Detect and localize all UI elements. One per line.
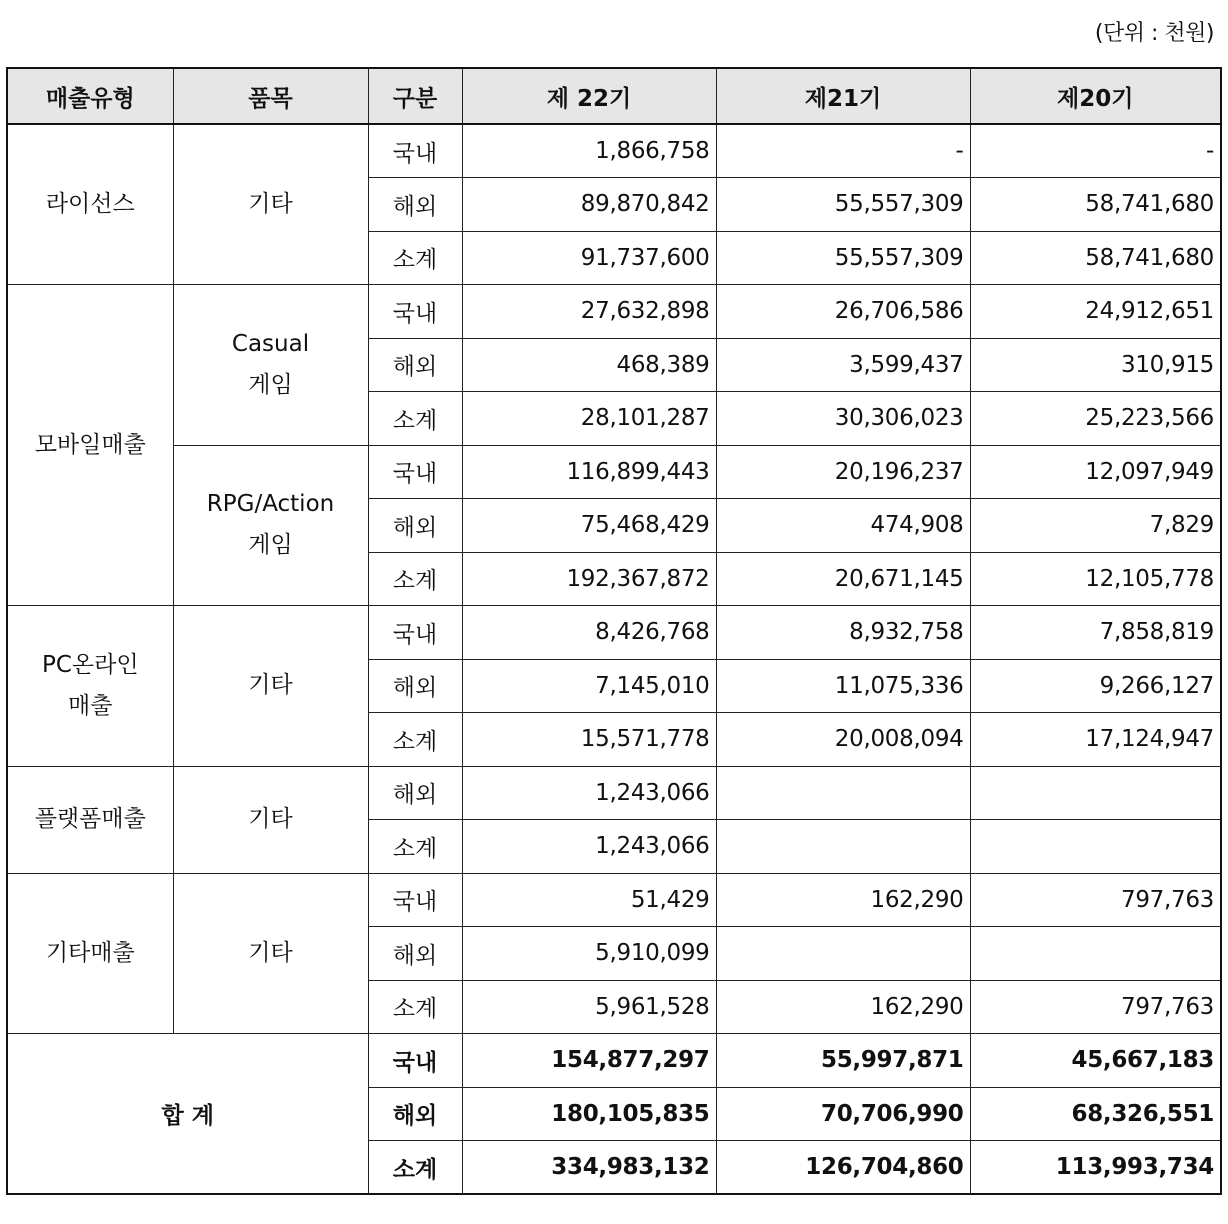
division-cell: 해외 bbox=[368, 338, 462, 392]
division-cell: 소계 bbox=[368, 552, 462, 606]
item-line: 게임 bbox=[248, 532, 293, 559]
value-cell-21: 20,008,094 bbox=[716, 713, 970, 767]
division-cell: 국내 bbox=[368, 1034, 462, 1088]
value-cell-21: - bbox=[716, 124, 970, 178]
total-value-20: 113,993,734 bbox=[970, 1141, 1221, 1195]
value-cell-21: 8,932,758 bbox=[716, 606, 970, 660]
total-value-22: 180,105,835 bbox=[462, 1087, 716, 1141]
header-period-20: 제20기 bbox=[970, 68, 1221, 124]
value-cell-21: 20,196,237 bbox=[716, 445, 970, 499]
value-cell-20: 58,741,680 bbox=[970, 178, 1221, 232]
division-cell: 소계 bbox=[368, 980, 462, 1034]
value-cell-21: 162,290 bbox=[716, 873, 970, 927]
sales-type-cell: 라이선스 bbox=[7, 124, 173, 285]
sales-type-line: PC온라인 bbox=[41, 651, 139, 678]
item-cell: 기타 bbox=[173, 606, 368, 767]
item-line: RPG/Action bbox=[206, 491, 335, 518]
value-cell-22: 28,101,287 bbox=[462, 392, 716, 446]
sales-type-cell: 모바일매출 bbox=[7, 285, 173, 606]
header-row bbox=[7, 68, 1221, 124]
value-cell-20: - bbox=[970, 124, 1221, 178]
value-cell-21: 474,908 bbox=[716, 499, 970, 553]
value-cell-20 bbox=[970, 927, 1221, 981]
header-item: 품목 bbox=[173, 68, 368, 124]
division-cell: 소계 bbox=[368, 713, 462, 767]
division-cell: 해외 bbox=[368, 927, 462, 981]
table-row bbox=[7, 606, 1221, 660]
value-cell-22: 8,426,768 bbox=[462, 606, 716, 660]
sales-type-cell: 플랫폼매출 bbox=[7, 766, 173, 873]
value-cell-21: 11,075,336 bbox=[716, 659, 970, 713]
value-cell-22: 1,243,066 bbox=[462, 820, 716, 874]
value-cell-22: 5,961,528 bbox=[462, 980, 716, 1034]
value-cell-21 bbox=[716, 820, 970, 874]
item-cell: 기타 bbox=[173, 766, 368, 873]
value-cell-20: 310,915 bbox=[970, 338, 1221, 392]
division-cell: 소계 bbox=[368, 820, 462, 874]
header-period-21: 제21기 bbox=[716, 68, 970, 124]
value-cell-20: 797,763 bbox=[970, 980, 1221, 1034]
value-cell-22: 91,737,600 bbox=[462, 231, 716, 285]
item-cell: 기타 bbox=[173, 873, 368, 1034]
total-value-21: 70,706,990 bbox=[716, 1087, 970, 1141]
value-cell-22: 75,468,429 bbox=[462, 499, 716, 553]
total-value-21: 126,704,860 bbox=[716, 1141, 970, 1195]
total-label: 합 계 bbox=[7, 1034, 368, 1195]
division-cell: 해외 bbox=[368, 1087, 462, 1141]
value-cell-21 bbox=[716, 766, 970, 820]
value-cell-21: 20,671,145 bbox=[716, 552, 970, 606]
item-line: 게임 bbox=[248, 371, 293, 398]
item-cell bbox=[173, 445, 368, 606]
sales-table bbox=[6, 67, 1222, 1195]
division-cell: 소계 bbox=[368, 1141, 462, 1195]
value-cell-22: 15,571,778 bbox=[462, 713, 716, 767]
item-cell bbox=[173, 285, 368, 446]
value-cell-20: 7,858,819 bbox=[970, 606, 1221, 660]
value-cell-22: 7,145,010 bbox=[462, 659, 716, 713]
value-cell-22: 1,866,758 bbox=[462, 124, 716, 178]
value-cell-22: 89,870,842 bbox=[462, 178, 716, 232]
value-cell-20: 25,223,566 bbox=[970, 392, 1221, 446]
division-cell: 해외 bbox=[368, 499, 462, 553]
unit-label: (단위 : 천원) bbox=[1094, 21, 1214, 46]
value-cell-21: 55,557,309 bbox=[716, 231, 970, 285]
total-value-20: 45,667,183 bbox=[970, 1034, 1221, 1088]
table-row bbox=[7, 285, 1221, 339]
value-cell-20 bbox=[970, 820, 1221, 874]
value-cell-20 bbox=[970, 766, 1221, 820]
table-row bbox=[7, 766, 1221, 820]
table-row bbox=[7, 124, 1221, 178]
header-sales-type: 매출유형 bbox=[7, 68, 173, 124]
value-cell-20: 7,829 bbox=[970, 499, 1221, 553]
total-value-20: 68,326,551 bbox=[970, 1087, 1221, 1141]
value-cell-22: 27,632,898 bbox=[462, 285, 716, 339]
division-cell: 국내 bbox=[368, 606, 462, 660]
value-cell-22: 116,899,443 bbox=[462, 445, 716, 499]
value-cell-20: 9,266,127 bbox=[970, 659, 1221, 713]
value-cell-21 bbox=[716, 927, 970, 981]
total-value-21: 55,997,871 bbox=[716, 1034, 970, 1088]
sales-type-cell: 기타매출 bbox=[7, 873, 173, 1034]
division-cell: 소계 bbox=[368, 392, 462, 446]
total-row bbox=[7, 1034, 1221, 1088]
value-cell-21: 3,599,437 bbox=[716, 338, 970, 392]
value-cell-22: 468,389 bbox=[462, 338, 716, 392]
division-cell: 해외 bbox=[368, 178, 462, 232]
item-cell: 기타 bbox=[173, 124, 368, 285]
item-line: Casual bbox=[231, 330, 310, 357]
value-cell-20: 797,763 bbox=[970, 873, 1221, 927]
value-cell-20: 12,105,778 bbox=[970, 552, 1221, 606]
division-cell: 해외 bbox=[368, 659, 462, 713]
value-cell-21: 30,306,023 bbox=[716, 392, 970, 446]
sales-type-line: 매출 bbox=[68, 692, 113, 719]
value-cell-22: 192,367,872 bbox=[462, 552, 716, 606]
table-row bbox=[7, 445, 1221, 499]
division-cell: 소계 bbox=[368, 231, 462, 285]
value-cell-21: 162,290 bbox=[716, 980, 970, 1034]
division-cell: 국내 bbox=[368, 873, 462, 927]
value-cell-20: 58,741,680 bbox=[970, 231, 1221, 285]
header-period-22: 제 22기 bbox=[462, 68, 716, 124]
value-cell-20: 12,097,949 bbox=[970, 445, 1221, 499]
value-cell-20: 24,912,651 bbox=[970, 285, 1221, 339]
sales-type-cell bbox=[7, 606, 173, 767]
division-cell: 국내 bbox=[368, 124, 462, 178]
total-value-22: 334,983,132 bbox=[462, 1141, 716, 1195]
total-value-22: 154,877,297 bbox=[462, 1034, 716, 1088]
value-cell-22: 5,910,099 bbox=[462, 927, 716, 981]
value-cell-20: 17,124,947 bbox=[970, 713, 1221, 767]
division-cell: 국내 bbox=[368, 285, 462, 339]
value-cell-22: 51,429 bbox=[462, 873, 716, 927]
division-cell: 해외 bbox=[368, 766, 462, 820]
value-cell-22: 1,243,066 bbox=[462, 766, 716, 820]
table-row bbox=[7, 873, 1221, 927]
header-division: 구분 bbox=[368, 68, 462, 124]
value-cell-21: 26,706,586 bbox=[716, 285, 970, 339]
value-cell-21: 55,557,309 bbox=[716, 178, 970, 232]
division-cell: 국내 bbox=[368, 445, 462, 499]
